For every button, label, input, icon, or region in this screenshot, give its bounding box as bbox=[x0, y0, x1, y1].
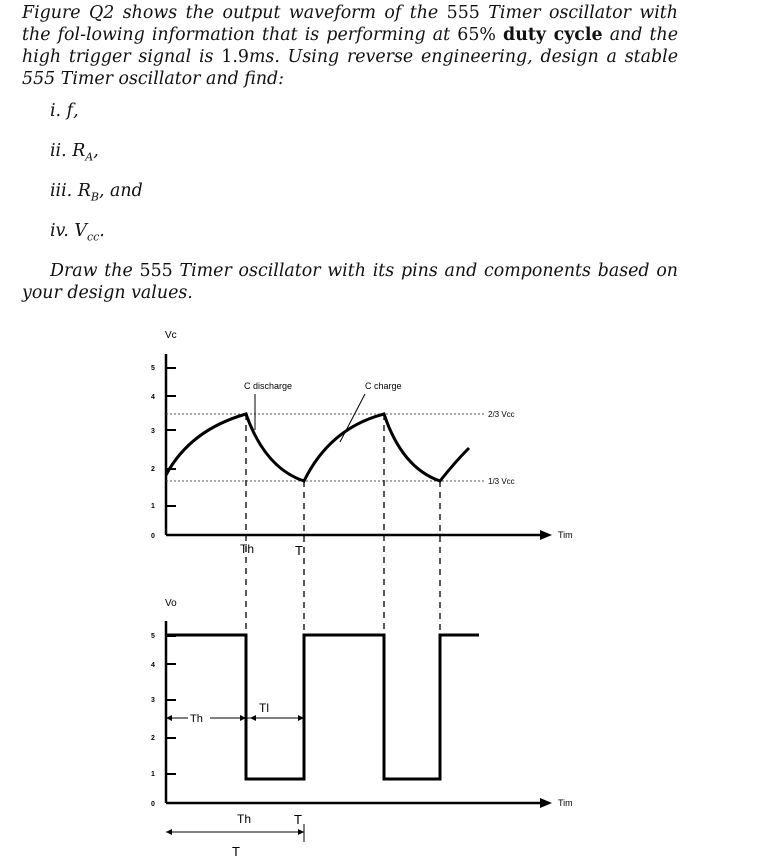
vc-tick-label: 2 bbox=[151, 466, 155, 473]
upper-threshold-label: 2/3 Vcc bbox=[488, 410, 515, 419]
vo-tick-label: 2 bbox=[151, 735, 155, 742]
draw-instruction: Draw the 555 Timer oscillator with its pins and components based on your design values. bbox=[22, 261, 679, 303]
intro-text-b: Timer oscillator with the fol-lowing information that is performing at bbox=[22, 3, 678, 45]
vc-axis-label: Vc bbox=[165, 330, 177, 341]
trigger-value: 1.9 bbox=[221, 47, 249, 67]
top-t-label: T bbox=[295, 543, 303, 558]
capacitor-voltage-curve bbox=[166, 414, 469, 481]
intro-555: 555 bbox=[446, 3, 480, 23]
arrow-right-icon bbox=[298, 829, 304, 835]
tl-label: Tl bbox=[259, 701, 269, 715]
intro-text-e: ms. Using reverse engineering, design a stable 555 Timer oscillator and find: bbox=[22, 47, 678, 89]
output-square-wave bbox=[166, 635, 479, 779]
bottom-t-label: T bbox=[294, 812, 302, 827]
th-arrow-label: Th bbox=[190, 713, 203, 725]
intro-text-a: Figure Q2 shows the output waveform of the bbox=[22, 3, 447, 23]
question-item: ii. $R_A$, bbox=[50, 141, 99, 164]
vo-tick-label: 5 bbox=[151, 633, 155, 640]
vc-tick-label: 4 bbox=[151, 394, 155, 401]
vo-tick-label: 4 bbox=[151, 662, 155, 669]
question-item: iii. $R_B$, and bbox=[50, 181, 143, 204]
duty-percent: 65% bbox=[457, 25, 496, 45]
vc-x-arrow-icon bbox=[540, 530, 552, 540]
arrow-left-icon bbox=[250, 715, 256, 721]
top-th-label: Th bbox=[240, 542, 255, 556]
arrow-left-icon bbox=[166, 829, 172, 835]
vo-x-arrow-icon bbox=[540, 798, 552, 808]
vc-tick-label: 3 bbox=[151, 428, 155, 435]
c-discharge-label: C discharge bbox=[244, 381, 293, 391]
c-charge-pointer bbox=[340, 394, 365, 442]
output-voltage-chart bbox=[151, 598, 573, 859]
vo-axis-label: Vo bbox=[165, 598, 177, 609]
lower-threshold-label: 1/3 Vcc bbox=[488, 477, 515, 486]
vo-tick-label: 3 bbox=[151, 697, 155, 704]
capacitor-voltage-chart bbox=[151, 330, 573, 635]
question-item: iv. $V_{cc}$. bbox=[50, 221, 105, 244]
period-t-label: T bbox=[232, 844, 240, 859]
duty-cycle-bold: duty cycle bbox=[503, 25, 603, 45]
c-charge-label: C charge bbox=[365, 381, 402, 391]
question-item: i. f, bbox=[50, 101, 79, 121]
bottom-th-label: Th bbox=[237, 812, 252, 826]
intro-text-d: and the high trigger signal is bbox=[22, 25, 678, 67]
vc-tick-label: 0 bbox=[151, 533, 155, 540]
vo-time-label: Tim bbox=[558, 798, 573, 808]
vc-tick-label: 1 bbox=[151, 503, 155, 510]
vo-tick-label: 1 bbox=[151, 771, 155, 778]
vo-tick-label: 0 bbox=[151, 801, 155, 808]
vc-tick-label: 5 bbox=[151, 365, 155, 372]
vc-time-label: Tim bbox=[558, 530, 573, 540]
